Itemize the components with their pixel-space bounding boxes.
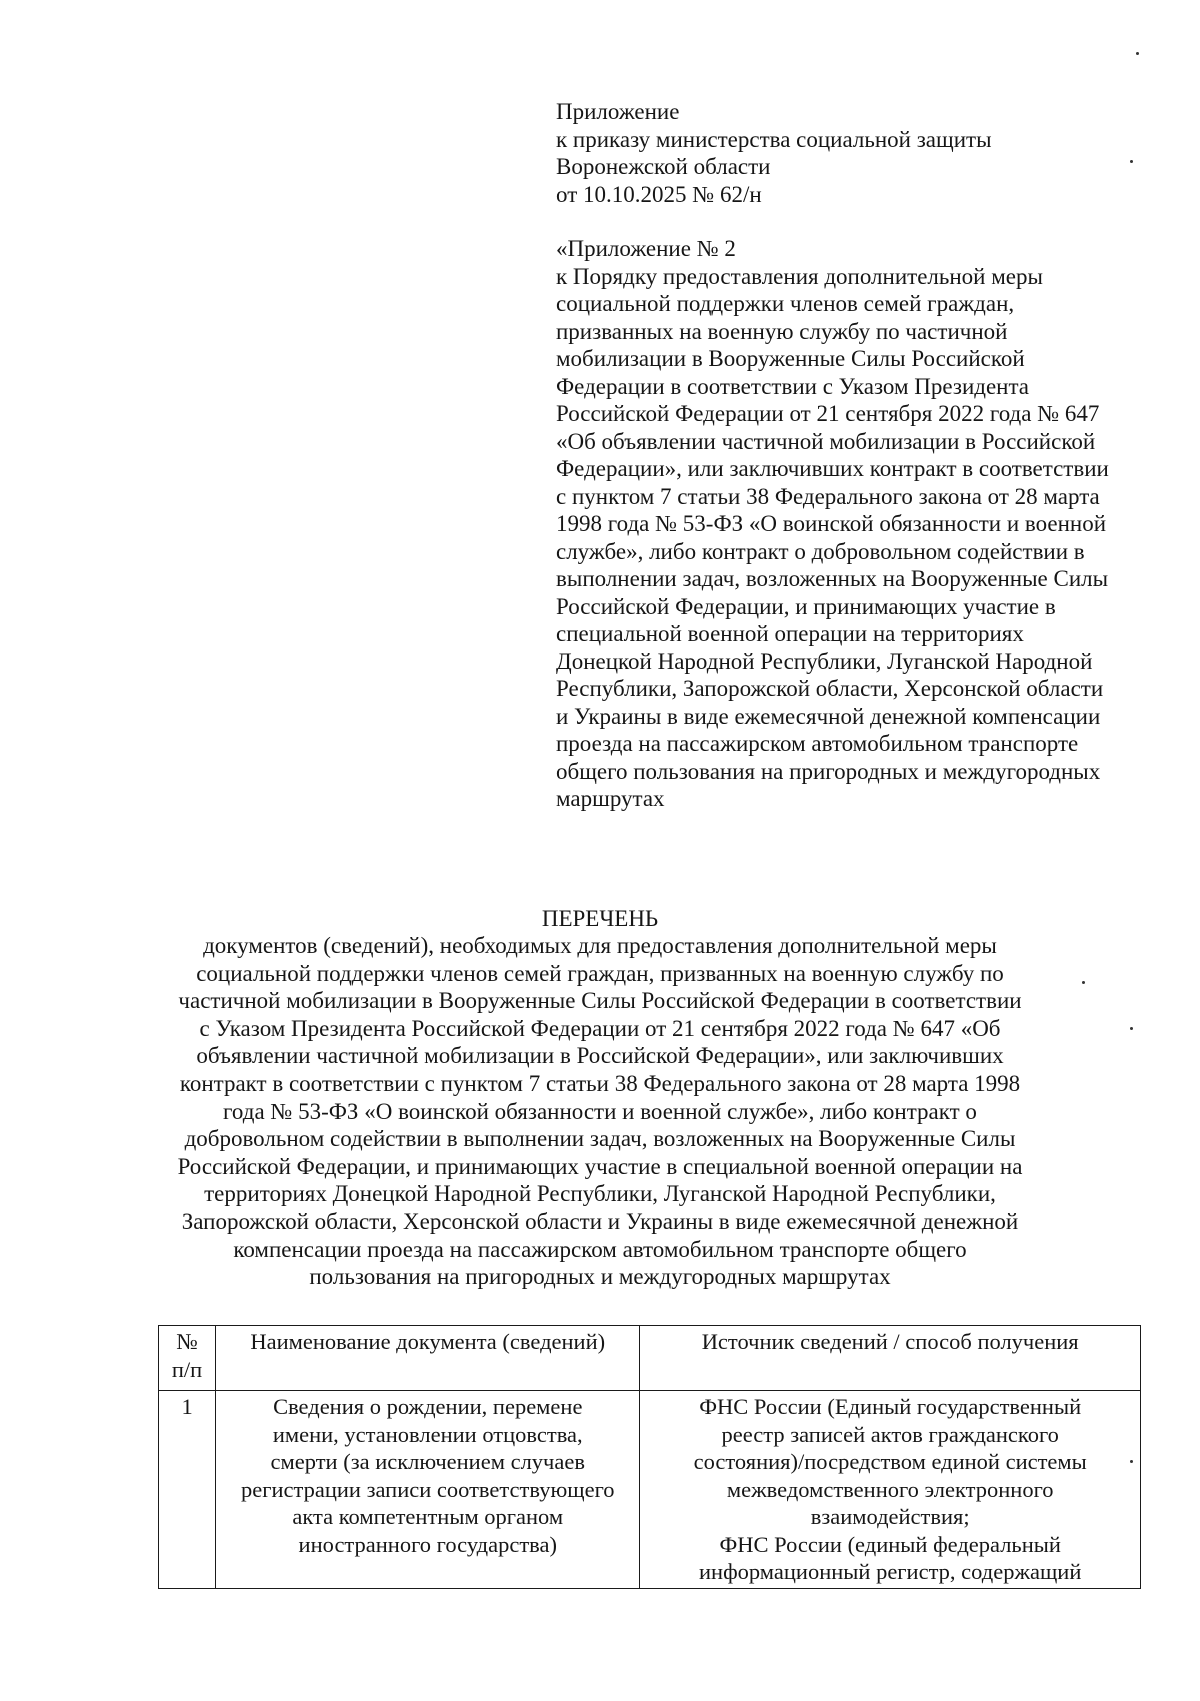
appendix-line: призванных на военную службу по частичной xyxy=(556,318,1008,344)
document-name-line: акта компетентным органом xyxy=(292,1504,564,1529)
list-subtitle-line: объявлении частичной мобилизации в Российской Федерации», или заключивших xyxy=(196,1043,1004,1069)
scan-speck xyxy=(1130,1027,1133,1030)
header-number xyxy=(159,1326,216,1391)
appendix-line: проезда на пассажирском автомобильном транспорте xyxy=(556,731,1079,756)
document-name-line: имени, установлении отцовства, xyxy=(272,1421,583,1447)
list-subtitle xyxy=(150,932,1050,1291)
appendix-line: Республики, Запорожской области, Херсонской области xyxy=(556,676,1104,701)
appendix-line: мобилизации в Вооруженные Силы Российской xyxy=(556,346,1025,371)
list-subtitle-line: контракт в соответствии с пунктом 7 статьи 38 Федерального закона от 28 марта 1998 xyxy=(179,1070,1021,1096)
source-line: межведомственного электронного xyxy=(726,1476,1054,1502)
list-subtitle-line: территориях Донецкой Народной Республики, Луганской Народной Республики, xyxy=(204,1181,996,1207)
document-name-line: иностранного государства) xyxy=(298,1531,557,1557)
appendix-line: маршрутах xyxy=(556,786,665,811)
list-subtitle-line: частичной мобилизации в Вооруженные Силы Российской Федерации в соответствии xyxy=(178,988,1022,1014)
documents-table xyxy=(158,1325,1141,1589)
list-subtitle-line: документов (сведений), необходимых для предоставления дополнительной меры xyxy=(203,933,997,958)
approval-line: к приказу министерства социальной защиты xyxy=(556,126,992,152)
list-title: ПЕРЕЧЕНЬ xyxy=(541,906,659,931)
header-document-name: Наименование документа (сведений) xyxy=(216,1326,640,1391)
appendix-line: общего пользования на пригородных и междугородных xyxy=(556,758,1101,784)
appendix-line: социальной поддержки членов семей граждан, xyxy=(556,291,1015,316)
header-number-symbol: № xyxy=(176,1329,198,1354)
scan-speck xyxy=(1130,160,1133,163)
list-subtitle-line: пользования на пригородных и междугородных маршрутах xyxy=(309,1264,891,1290)
appendix-line: «Об объявлении частичной мобилизации в Российской xyxy=(556,428,1096,454)
appendix-line: Российской Федерации от 21 сентября 2022 года № 647 xyxy=(556,401,1100,426)
list-subtitle-line: года № 53-ФЗ «О воинской обязанности и военной службе», либо контракт о xyxy=(223,1098,977,1124)
scan-speck xyxy=(1130,1460,1133,1463)
document-name-line: смерти (за исключением случаев xyxy=(270,1449,585,1474)
list-subtitle-line: с Указом Президента Российской Федерации от 21 сентября 2022 года № 647 «Об xyxy=(199,1015,1001,1041)
row-source xyxy=(640,1391,1141,1589)
row-document-name xyxy=(216,1391,640,1589)
list-subtitle-line: компенсации проезда на пассажирском автомобильном транспорте общего xyxy=(233,1236,967,1262)
table-header-row xyxy=(159,1326,1141,1391)
source-line: ФНС России (Единый государственный xyxy=(699,1394,1082,1419)
appendix-line: Российской Федерации, и принимающих участие в xyxy=(556,593,1056,619)
appendix-line: Федерации», или заключивших контракт в соответствии xyxy=(556,456,1109,481)
approval-line: Воронежской области xyxy=(556,154,771,179)
source-line: взаимодействия; xyxy=(810,1504,970,1529)
scan-speck xyxy=(1136,52,1139,55)
approval-line: Приложение xyxy=(556,99,680,124)
list-subtitle-line: Запорожской области, Херсонской области и Украины в виде ежемесячной денежной xyxy=(181,1208,1019,1234)
appendix-line: службе», либо контракт о добровольном содействии в xyxy=(556,538,1085,564)
appendix-line: Федерации в соответствии с Указом Президента xyxy=(556,373,1030,399)
approval-line: от 10.10.2025 № 62/н xyxy=(556,181,762,207)
appendix-line: «Приложение № 2 xyxy=(556,236,736,261)
appendix-block xyxy=(556,235,1156,813)
table-row xyxy=(159,1391,1141,1589)
appendix-line: 1998 года № 53-ФЗ «О воинской обязанности и военной xyxy=(556,511,1107,536)
appendix-line: специальной военной операции на территориях xyxy=(556,621,1024,646)
list-subtitle-line: добровольном содействии в выполнении задач, возложенных на Вооруженные Силы xyxy=(184,1126,1016,1152)
header-number-abbr: п/п xyxy=(171,1356,203,1382)
appendix-line: выполнении задач, возложенных на Вооруженные Силы xyxy=(556,566,1109,591)
appendix-line: и Украины в виде ежемесячной денежной компенсации xyxy=(556,703,1101,729)
row-number: 1 xyxy=(159,1391,216,1589)
source-line: состояния)/посредством единой системы xyxy=(693,1449,1087,1474)
approval-block xyxy=(556,98,1156,208)
source-line: информационный регистр, содержащий xyxy=(698,1559,1082,1584)
header-source: Источник сведений / способ получения xyxy=(640,1326,1141,1391)
source-line: реестр записей актов гражданского xyxy=(721,1421,1059,1447)
appendix-line: к Порядку предоставления дополнительной меры xyxy=(556,263,1043,289)
appendix-line: с пунктом 7 статьи 38 Федерального закона от 28 марта xyxy=(556,483,1100,509)
source-line: ФНС России (единый федеральный xyxy=(719,1531,1061,1557)
document-name-line: Сведения о рождении, перемене xyxy=(273,1394,583,1419)
list-subtitle-line: социальной поддержки членов семей граждан, призванных на военную службу по xyxy=(196,960,1004,986)
scan-speck xyxy=(1082,981,1085,984)
appendix-line: Донецкой Народной Республики, Луганской Народной xyxy=(556,648,1093,674)
list-subtitle-line: Российской Федерации, и принимающих участие в специальной военной операции на xyxy=(177,1153,1023,1179)
document-name-line: регистрации записи соответствующего xyxy=(241,1476,615,1502)
